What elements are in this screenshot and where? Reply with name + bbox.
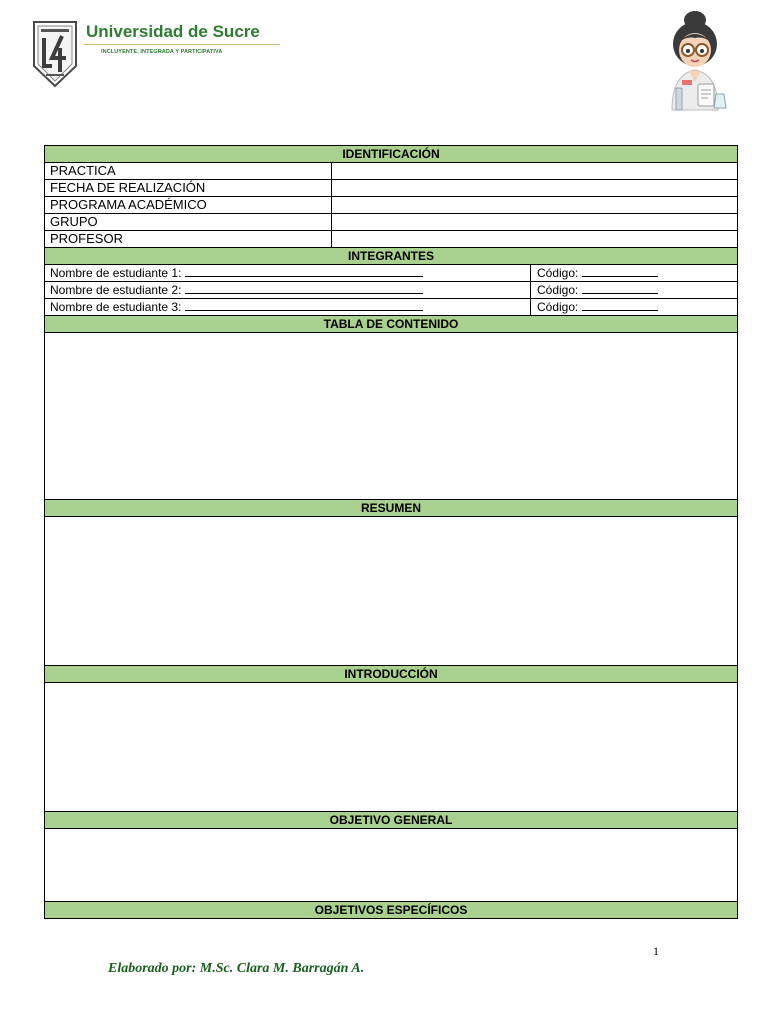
objetivo-general-area[interactable] <box>45 829 737 902</box>
id-row-grupo <box>45 214 737 231</box>
student-row <box>45 299 737 316</box>
scientist-mascot-icon <box>658 8 732 116</box>
university-slogan: INCLUYENTE, INTEGRADA Y PARTICIPATIVA <box>101 49 223 55</box>
id-label: PRACTICA <box>45 163 332 179</box>
student-row <box>45 282 737 299</box>
id-value-field[interactable] <box>332 197 737 213</box>
student-name-label: Nombre de estudiante 3: <box>50 300 182 314</box>
introduccion-area[interactable] <box>45 683 737 812</box>
section-header-objetivos-especificos: OBJETIVOS ESPECÍFICOS <box>45 902 737 918</box>
tabla-contenido-area[interactable] <box>45 333 737 500</box>
student-code-label: Código: <box>537 266 579 280</box>
student-name-field[interactable] <box>185 282 423 294</box>
id-value-field[interactable] <box>332 180 737 196</box>
section-header-tabla-contenido: TABLA DE CONTENIDO <box>45 316 737 333</box>
student-code-label: Código: <box>537 300 579 314</box>
university-shield-icon <box>32 20 78 88</box>
student-code-field[interactable] <box>582 265 658 277</box>
id-row-practica <box>45 163 737 180</box>
id-value-field[interactable] <box>332 214 737 230</box>
section-header-resumen: RESUMEN <box>45 500 737 517</box>
student-code-label: Código: <box>537 283 579 297</box>
section-header-identificacion: IDENTIFICACIÓN <box>45 146 737 163</box>
id-label: PROFESOR <box>45 231 332 247</box>
student-code-field[interactable] <box>582 299 658 311</box>
student-name-label: Nombre de estudiante 2: <box>50 283 182 297</box>
id-row-profesor <box>45 231 737 248</box>
id-label: PROGRAMA ACADÉMICO <box>45 197 332 213</box>
resumen-area[interactable] <box>45 517 737 666</box>
id-row-fecha <box>45 180 737 197</box>
university-name: Universidad de Sucre <box>86 22 260 41</box>
divider <box>84 44 280 45</box>
id-value-field[interactable] <box>332 163 737 179</box>
id-label: FECHA DE REALIZACIÓN <box>45 180 332 196</box>
university-logo <box>32 20 282 90</box>
footer-author: Elaborado por: M.Sc. Clara M. Barragán A. <box>108 961 365 976</box>
student-name-field[interactable] <box>185 299 423 311</box>
student-row <box>45 265 737 282</box>
student-name-field[interactable] <box>185 265 423 277</box>
student-name-label: Nombre de estudiante 1: <box>50 266 182 280</box>
page-number: 1 <box>653 944 659 958</box>
section-header-objetivo-general: OBJETIVO GENERAL <box>45 812 737 829</box>
id-row-programa <box>45 197 737 214</box>
id-value-field[interactable] <box>332 231 737 247</box>
id-label: GRUPO <box>45 214 332 230</box>
section-header-introduccion: INTRODUCCIÓN <box>45 666 737 683</box>
student-code-field[interactable] <box>582 282 658 294</box>
section-header-integrantes: INTEGRANTES <box>45 248 737 265</box>
lab-report-form <box>44 145 738 919</box>
